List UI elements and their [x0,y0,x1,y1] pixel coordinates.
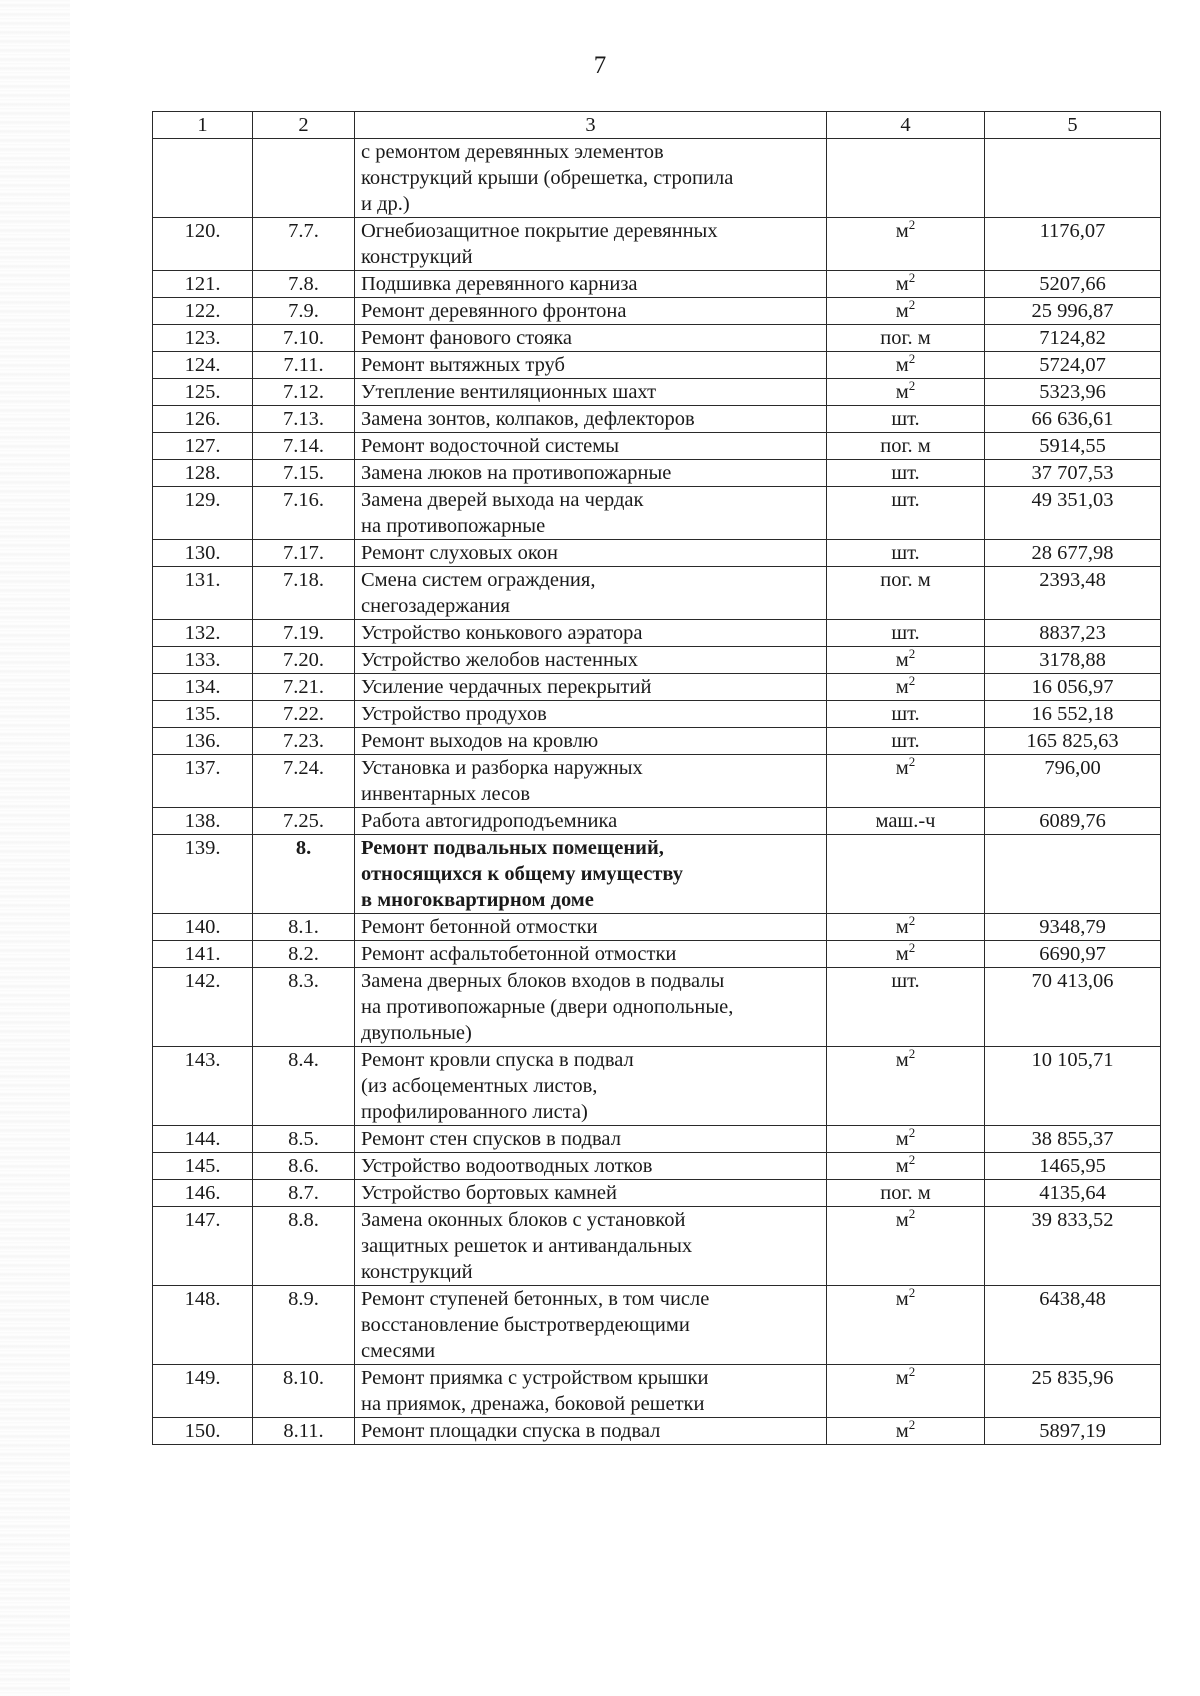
table-row [153,433,1161,460]
unit-cost-value: 1176,07 [985,218,1161,271]
work-description [355,379,827,406]
description-line: Ремонт приямка с устройством крышки [361,1367,709,1389]
unit-cost-value: 37 707,53 [985,460,1161,487]
description-line: Замена дверных блоков входов в подвалы [361,970,725,992]
unit-cost-value: 2393,48 [985,567,1161,620]
unit-of-measure [827,1126,985,1153]
row-number: 147. [153,1207,253,1286]
header-col-5: 5 [985,112,1161,139]
table-row [153,914,1161,941]
unit-cost-value: 5207,66 [985,271,1161,298]
table-row [153,325,1161,352]
item-code: 8.10. [253,1365,355,1418]
unit-of-measure [827,352,985,379]
description-line: с ремонтом деревянных элементов [361,141,664,163]
unit-of-measure [827,406,985,433]
page-number: 7 [593,52,607,79]
description-line: Ремонт асфальтобетонной отмостки [361,943,677,965]
unit-exponent: 2 [908,1125,916,1140]
item-code [253,139,355,218]
unit-cost-value: 28 677,98 [985,540,1161,567]
unit-text: маш.-ч [875,810,936,832]
unit-of-measure [827,1207,985,1286]
table-row [153,968,1161,1047]
item-code: 8.7. [253,1180,355,1207]
unit-text: м [895,1155,909,1177]
row-number: 125. [153,379,253,406]
work-description [355,352,827,379]
table-row [153,298,1161,325]
item-code: 7.14. [253,433,355,460]
item-code: 7.21. [253,674,355,701]
item-code: 8.9. [253,1286,355,1365]
unit-of-measure [827,808,985,835]
item-code: 7.8. [253,271,355,298]
unit-cost-value: 5323,96 [985,379,1161,406]
row-number: 128. [153,460,253,487]
row-number: 126. [153,406,253,433]
work-description [355,139,827,218]
unit-cost-value: 6690,97 [985,941,1161,968]
row-number: 137. [153,755,253,808]
description-line: Замена зонтов, колпаков, дефлекторов [361,408,695,430]
work-description [355,914,827,941]
work-description [355,620,827,647]
item-code: 8.2. [253,941,355,968]
item-code: 8.1. [253,914,355,941]
unit-cost-value: 5724,07 [985,352,1161,379]
row-number: 122. [153,298,253,325]
unit-exponent: 2 [908,270,916,285]
unit-text: м [895,1420,909,1442]
description-line: в многоквартирном доме [361,889,594,911]
unit-text: м [895,916,909,938]
description-line: Подшивка деревянного карниза [361,273,638,295]
description-line: Замена дверей выхода на чердак [361,489,644,511]
unit-of-measure [827,325,985,352]
unit-cost-value: 5914,55 [985,433,1161,460]
unit-of-measure [827,1365,985,1418]
row-number: 135. [153,701,253,728]
table-row [153,139,1161,218]
item-code: 7.24. [253,755,355,808]
description-line: Ремонт вытяжных труб [361,354,565,376]
description-line: Устройство конькового аэратора [361,622,643,644]
unit-exponent: 2 [908,673,916,688]
description-line: Смена систем ограждения, [361,569,596,591]
unit-text: м [895,273,909,295]
description-line: на приямок, дренажа, боковой решетки [361,1393,705,1415]
unit-text: м [895,220,909,242]
unit-of-measure [827,1180,985,1207]
unit-cost-value: 25 996,87 [985,298,1161,325]
description-line: Устройство бортовых камней [361,1182,617,1204]
work-description [355,1365,827,1418]
unit-text: м [895,1209,909,1231]
description-line: инвентарных лесов [361,783,531,805]
row-number: 134. [153,674,253,701]
table-row [153,620,1161,647]
header-col-2: 2 [253,112,355,139]
row-number: 121. [153,271,253,298]
unit-text: шт. [891,622,920,644]
unit-cost-value [985,139,1161,218]
header-row [153,112,1161,139]
unit-text: шт. [891,542,920,564]
unit-text: пог. м [880,327,931,349]
description-line: двупольные) [361,1022,472,1044]
unit-cost-value: 796,00 [985,755,1161,808]
unit-text: м [895,1049,909,1071]
description-line: относящихся к общему имуществу [361,863,684,885]
table-row [153,406,1161,433]
table-row [153,379,1161,406]
unit-of-measure [827,914,985,941]
unit-text: шт. [891,408,920,430]
unit-of-measure [827,1418,985,1445]
item-code: 7.16. [253,487,355,540]
unit-cost-value: 1465,95 [985,1153,1161,1180]
description-line: на противопожарные [361,515,546,537]
work-description [355,271,827,298]
unit-exponent: 2 [908,1206,916,1221]
unit-of-measure [827,298,985,325]
work-description [355,487,827,540]
unit-cost-value: 5897,19 [985,1418,1161,1445]
unit-text: м [895,649,909,671]
table-row [153,487,1161,540]
unit-text: пог. м [880,569,931,591]
work-description [355,674,827,701]
table-row [153,1126,1161,1153]
description-line: смесями [361,1340,436,1362]
description-line: Ремонт бетонной отмостки [361,916,598,938]
unit-text: шт. [891,730,920,752]
item-code: 8.5. [253,1126,355,1153]
unit-cost-value: 9348,79 [985,914,1161,941]
table-body [153,139,1161,1445]
work-description [355,406,827,433]
work-description [355,1047,827,1126]
unit-exponent: 2 [908,217,916,232]
description-line: Утепление вентиляционных шахт [361,381,657,403]
item-code: 7.13. [253,406,355,433]
description-line: Ремонт кровли спуска в подвал [361,1049,634,1071]
unit-cost-value: 7124,82 [985,325,1161,352]
unit-exponent: 2 [908,378,916,393]
unit-cost-value: 3178,88 [985,647,1161,674]
work-description [355,701,827,728]
work-description [355,1207,827,1286]
work-description [355,433,827,460]
item-code: 7.9. [253,298,355,325]
table-row [153,218,1161,271]
work-description [355,1418,827,1445]
row-number: 123. [153,325,253,352]
unit-cost-value: 38 855,37 [985,1126,1161,1153]
item-code: 7.18. [253,567,355,620]
work-description [355,325,827,352]
unit-text: м [895,1128,909,1150]
scan-edge-artifact [0,0,70,1696]
work-description [355,298,827,325]
unit-cost-value: 165 825,63 [985,728,1161,755]
unit-of-measure [827,728,985,755]
table-row [153,755,1161,808]
description-line: Огнебиозащитное покрытие деревянных [361,220,718,242]
unit-cost-value: 25 835,96 [985,1365,1161,1418]
table-row [153,271,1161,298]
row-number: 149. [153,1365,253,1418]
unit-exponent: 2 [908,351,916,366]
table-row [153,540,1161,567]
description-line: Установка и разборка наружных [361,757,643,779]
table-row [153,1286,1161,1365]
header-col-1: 1 [153,112,253,139]
item-code: 8.8. [253,1207,355,1286]
unit-of-measure [827,487,985,540]
table-row [153,728,1161,755]
work-description [355,647,827,674]
row-number: 124. [153,352,253,379]
work-description [355,1180,827,1207]
description-line: Устройство водоотводных лотков [361,1155,653,1177]
unit-of-measure [827,460,985,487]
unit-of-measure [827,379,985,406]
table-row [153,460,1161,487]
item-code: 7.23. [253,728,355,755]
item-code: 7.22. [253,701,355,728]
unit-of-measure [827,941,985,968]
unit-text: м [895,354,909,376]
unit-of-measure [827,755,985,808]
description-line: Устройство желобов настенных [361,649,638,671]
row-number: 133. [153,647,253,674]
description-line: Ремонт площадки спуска в подвал [361,1420,661,1442]
unit-of-measure [827,218,985,271]
estimate-table [152,111,1161,1445]
unit-text: м [895,676,909,698]
unit-text: пог. м [880,435,931,457]
description-line: конструкций [361,1261,473,1283]
item-code: 7.17. [253,540,355,567]
unit-cost-value: 4135,64 [985,1180,1161,1207]
unit-cost-value: 10 105,71 [985,1047,1161,1126]
row-number: 130. [153,540,253,567]
unit-cost-value: 6438,48 [985,1286,1161,1365]
item-code: 7.15. [253,460,355,487]
row-number: 141. [153,941,253,968]
unit-exponent: 2 [908,1152,916,1167]
unit-text: пог. м [880,1182,931,1204]
item-code: 8.11. [253,1418,355,1445]
table-row [153,567,1161,620]
description-line: восстановление быстротвердеющими [361,1314,690,1336]
row-number: 146. [153,1180,253,1207]
description-line: на противопожарные (двери однопольные, [361,996,734,1018]
work-description [355,460,827,487]
table-row [153,1418,1161,1445]
table-row [153,941,1161,968]
unit-cost-value: 70 413,06 [985,968,1161,1047]
item-code: 8. [253,835,355,914]
description-line: Ремонт выходов на кровлю [361,730,599,752]
item-code: 7.25. [253,808,355,835]
description-line: Ремонт стен спусков в подвал [361,1128,621,1150]
unit-text: м [895,1367,909,1389]
description-line: Ремонт слуховых окон [361,542,559,564]
header-col-3: 3 [355,112,827,139]
description-line: Замена люков на противопожарные [361,462,672,484]
item-code: 8.6. [253,1153,355,1180]
work-description [355,808,827,835]
description-line: и др.) [361,193,410,215]
table-row [153,647,1161,674]
unit-cost-value: 6089,76 [985,808,1161,835]
row-number: 140. [153,914,253,941]
row-number: 144. [153,1126,253,1153]
unit-cost-value: 8837,23 [985,620,1161,647]
unit-of-measure [827,647,985,674]
row-number: 127. [153,433,253,460]
unit-text: м [895,381,909,403]
item-code: 8.4. [253,1047,355,1126]
table-row [153,808,1161,835]
unit-of-measure [827,433,985,460]
work-description [355,567,827,620]
description-line: Ремонт подвальных помещений, [361,837,664,859]
unit-of-measure [827,1047,985,1126]
unit-of-measure [827,540,985,567]
work-description [355,1286,827,1365]
unit-of-measure [827,835,985,914]
table-row [153,352,1161,379]
description-line: конструкций [361,246,473,268]
unit-exponent: 2 [908,1417,916,1432]
work-description [355,728,827,755]
unit-cost-value: 16 056,97 [985,674,1161,701]
unit-cost-value: 39 833,52 [985,1207,1161,1286]
row-number: 131. [153,567,253,620]
table-row [153,701,1161,728]
work-description [355,540,827,567]
item-code: 8.3. [253,968,355,1047]
unit-of-measure [827,701,985,728]
unit-exponent: 2 [908,297,916,312]
unit-of-measure [827,674,985,701]
description-line: Замена оконных блоков с установкой [361,1209,686,1231]
unit-of-measure [827,139,985,218]
unit-cost-value [985,835,1161,914]
row-number: 132. [153,620,253,647]
unit-text: шт. [891,462,920,484]
row-number: 129. [153,487,253,540]
unit-cost-value: 66 636,61 [985,406,1161,433]
description-line: Ремонт деревянного фронтона [361,300,627,322]
description-line: (из асбоцементных листов, [361,1075,598,1097]
item-code: 7.10. [253,325,355,352]
description-line: Устройство продухов [361,703,547,725]
unit-exponent: 2 [908,1046,916,1061]
description-line: Усиление чердачных перекрытий [361,676,652,698]
description-line: защитных решеток и антивандальных [361,1235,693,1257]
row-number: 139. [153,835,253,914]
table-row [153,835,1161,914]
description-line: Ремонт ступеней бетонных, в том числе [361,1288,710,1310]
work-description [355,1126,827,1153]
unit-text: м [895,757,909,779]
row-number: 143. [153,1047,253,1126]
unit-exponent: 2 [908,1364,916,1379]
row-number: 142. [153,968,253,1047]
unit-exponent: 2 [908,913,916,928]
row-number: 145. [153,1153,253,1180]
item-code: 7.11. [253,352,355,379]
table-row [153,1207,1161,1286]
table-row [153,1365,1161,1418]
description-line: Работа автогидроподъемника [361,810,618,832]
unit-text: шт. [891,970,920,992]
unit-text: м [895,1288,909,1310]
description-line: снегозадержания [361,595,510,617]
work-description [355,1153,827,1180]
row-number: 120. [153,218,253,271]
unit-of-measure [827,968,985,1047]
table-row [153,1153,1161,1180]
table-row [153,1180,1161,1207]
header-col-4: 4 [827,112,985,139]
table-header [153,112,1161,139]
work-description [355,941,827,968]
unit-of-measure [827,1153,985,1180]
work-description [355,218,827,271]
item-code: 7.12. [253,379,355,406]
unit-text: м [895,943,909,965]
row-number: 136. [153,728,253,755]
unit-exponent: 2 [908,940,916,955]
table-row [153,1047,1161,1126]
unit-exponent: 2 [908,754,916,769]
row-number: 150. [153,1418,253,1445]
unit-exponent: 2 [908,646,916,661]
item-code: 7.20. [253,647,355,674]
work-description [355,968,827,1047]
unit-exponent: 2 [908,1285,916,1300]
unit-cost-value: 49 351,03 [985,487,1161,540]
unit-of-measure [827,620,985,647]
work-description [355,835,827,914]
unit-text: шт. [891,489,920,511]
description-line: Ремонт водосточной системы [361,435,620,457]
unit-cost-value: 16 552,18 [985,701,1161,728]
item-code: 7.19. [253,620,355,647]
table-row [153,674,1161,701]
row-number [153,139,253,218]
unit-of-measure [827,1286,985,1365]
description-line: профилированного листа) [361,1101,588,1123]
row-number: 148. [153,1286,253,1365]
work-description [355,755,827,808]
unit-of-measure [827,271,985,298]
row-number: 138. [153,808,253,835]
description-line: конструкций крыши (обрешетка, стропила [361,167,734,189]
description-line: Ремонт фанового стояка [361,327,572,349]
item-code: 7.7. [253,218,355,271]
unit-text: м [895,300,909,322]
unit-of-measure [827,567,985,620]
unit-text: шт. [891,703,920,725]
